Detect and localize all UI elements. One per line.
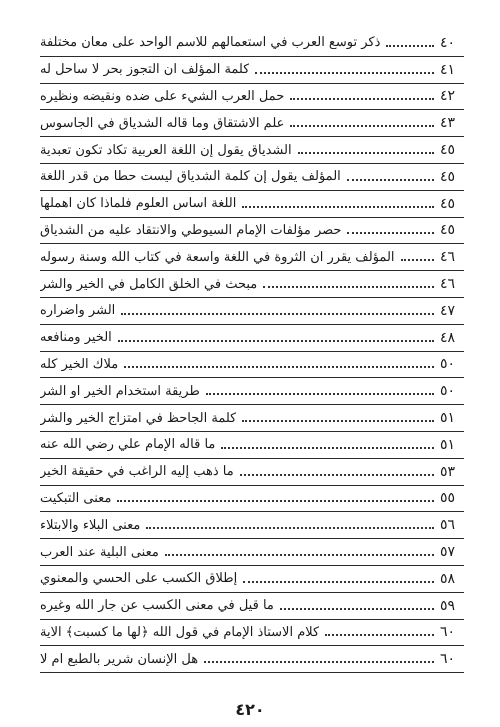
toc-entry-page: ٤٥	[440, 142, 456, 159]
toc-entry	[40, 191, 464, 218]
toc-entry-title: الخير ومنافعه	[40, 331, 112, 345]
toc-entry	[40, 646, 464, 673]
toc-entry	[40, 84, 464, 111]
toc-entry-title: معنى البلية عند العرب	[40, 545, 159, 559]
dot-leader	[206, 393, 434, 395]
dot-leader	[290, 98, 434, 100]
toc-entry	[40, 593, 464, 620]
toc-entry	[40, 271, 464, 298]
table-of-contents	[40, 30, 464, 673]
toc-entry-page: ٤٧	[440, 302, 456, 319]
toc-entry-title: مبحث في الخلق الكامل في الخير والشر	[40, 277, 258, 291]
toc-entry-title: المؤلف يقرر أن الثروة في اللغة واسعة في كتاب الله وسنة رسوله	[40, 250, 395, 264]
toc-entry-title: ملاك الخير كله	[40, 357, 119, 371]
toc-entry-title: معنى التبكيت	[40, 491, 112, 505]
toc-entry	[40, 110, 464, 137]
dot-leader	[221, 447, 434, 449]
toc-entry-page: ٥٩	[440, 597, 456, 614]
dot-leader	[347, 179, 434, 181]
toc-entry-page: ٥٠	[440, 383, 456, 400]
toc-entry	[40, 298, 464, 325]
dot-leader	[325, 634, 434, 636]
toc-entry-page: ٤٥	[440, 195, 456, 212]
toc-entry-title: اللغة أساس العلوم فلماذا كان أهملها	[40, 197, 237, 211]
toc-entry	[40, 244, 464, 271]
dot-leader	[121, 313, 434, 315]
toc-entry-page: ٤٨	[440, 329, 456, 346]
toc-entry-page: ٤٥	[440, 222, 456, 239]
toc-entry-title: الشدياق يقول إن اللغة العربية تكاد تكون تعبدية	[40, 143, 292, 157]
toc-entry-page: ٦٠	[440, 651, 456, 668]
dot-leader	[243, 581, 434, 583]
toc-entry	[40, 218, 464, 245]
toc-entry-page: ٥٠	[440, 356, 456, 373]
toc-entry-page: ٦٠	[440, 624, 456, 641]
toc-entry-title: كلمة المؤلف أن التجوز بحر لا ساحل له	[40, 63, 250, 77]
toc-entry-title: حمل العرب الشيء على ضده ونقيضه ونظيره	[40, 89, 285, 103]
toc-entry-title: علم الاشتقاق وما قاله الشدياق في الجاسوس	[40, 116, 285, 130]
toc-entry-page: ٥٦	[440, 517, 456, 534]
dot-leader	[240, 474, 434, 476]
toc-entry	[40, 459, 464, 486]
toc-entry-page: ٥٣	[440, 463, 456, 480]
toc-entry	[40, 57, 464, 84]
toc-entry	[40, 486, 464, 513]
toc-entry-page: ٤٦	[440, 276, 456, 293]
page-number: ٤٢٠	[235, 700, 265, 719]
toc-entry-page: ٤٠	[440, 34, 456, 51]
toc-entry-title: هل الإنسان شرير بالطبع أم لا	[40, 652, 199, 666]
toc-entry-title: إطلاق الكسب على الحسي والمعنوي	[40, 572, 238, 586]
toc-entry-title: ما قاله الإمام علي رضي الله عنه	[40, 438, 216, 452]
toc-entry-title: كلام الأستاذ الإمام في قول الله ﴿لها ما كسبت﴾ الآية	[40, 625, 320, 639]
dot-leader	[386, 45, 434, 47]
dot-leader	[117, 500, 434, 502]
toc-entry	[40, 566, 464, 593]
toc-entry	[40, 352, 464, 379]
toc-entry-page: ٥١	[440, 436, 456, 453]
dot-leader	[255, 72, 434, 74]
dot-leader	[290, 125, 434, 127]
toc-entry	[40, 30, 464, 57]
toc-entry-title: المؤلف يقول إن كلمة الشدياق ليست حطاً من قدر اللغة	[40, 170, 341, 184]
toc-entry-page: ٥٥	[440, 490, 456, 507]
toc-entry	[40, 620, 464, 647]
toc-entry-page: ٥٨	[440, 570, 456, 587]
dot-leader	[280, 608, 434, 610]
toc-entry-title: معنى البلاء والابتلاء	[40, 518, 141, 532]
toc-entry	[40, 137, 464, 164]
dot-leader	[242, 206, 434, 208]
toc-entry	[40, 405, 464, 432]
dot-leader	[118, 340, 434, 342]
dot-leader	[204, 661, 434, 663]
toc-entry-title: كلمة الجاحظ في امتزاج الخير والشر	[40, 411, 237, 425]
toc-entry-title: الشر وأضراره	[40, 304, 116, 318]
toc-entry	[40, 512, 464, 539]
toc-entry-title: ذكر توسع العرب في استعمالهم للاسم الواحد على معانٍ مختلفة	[40, 36, 381, 50]
dot-leader	[165, 554, 434, 556]
toc-entry-page: ٤٢	[440, 88, 456, 105]
toc-entry	[40, 378, 464, 405]
toc-entry-page: ٤٦	[440, 249, 456, 266]
dot-leader	[401, 259, 434, 261]
toc-entry-page: ٤٥	[440, 168, 456, 185]
toc-entry-page: ٤١	[440, 61, 456, 78]
toc-entry-title: ما قيل في معنى الكسب عن جار الله وغيره	[40, 599, 274, 613]
toc-entry-title: طريقة استخدام الخير أو الشر	[40, 384, 200, 398]
dot-leader	[298, 152, 434, 154]
toc-entry	[40, 164, 464, 191]
dot-leader	[263, 286, 434, 288]
toc-entry-page: ٥١	[440, 410, 456, 427]
toc-entry-page: ٥٧	[440, 544, 456, 561]
toc-entry-page: ٤٣	[440, 115, 456, 132]
dot-leader	[242, 420, 434, 422]
toc-entry	[40, 432, 464, 459]
dot-leader	[146, 527, 434, 529]
dot-leader	[124, 366, 434, 368]
toc-entry-title: حصر مؤلفات الإمام السيوطي والانتقاد عليه من الشدياق	[40, 223, 342, 237]
toc-entry	[40, 539, 464, 566]
toc-entry	[40, 325, 464, 352]
dot-leader	[347, 232, 434, 234]
toc-entry-title: ما ذهب إليه الراغب في حقيقة الخير	[40, 465, 234, 479]
